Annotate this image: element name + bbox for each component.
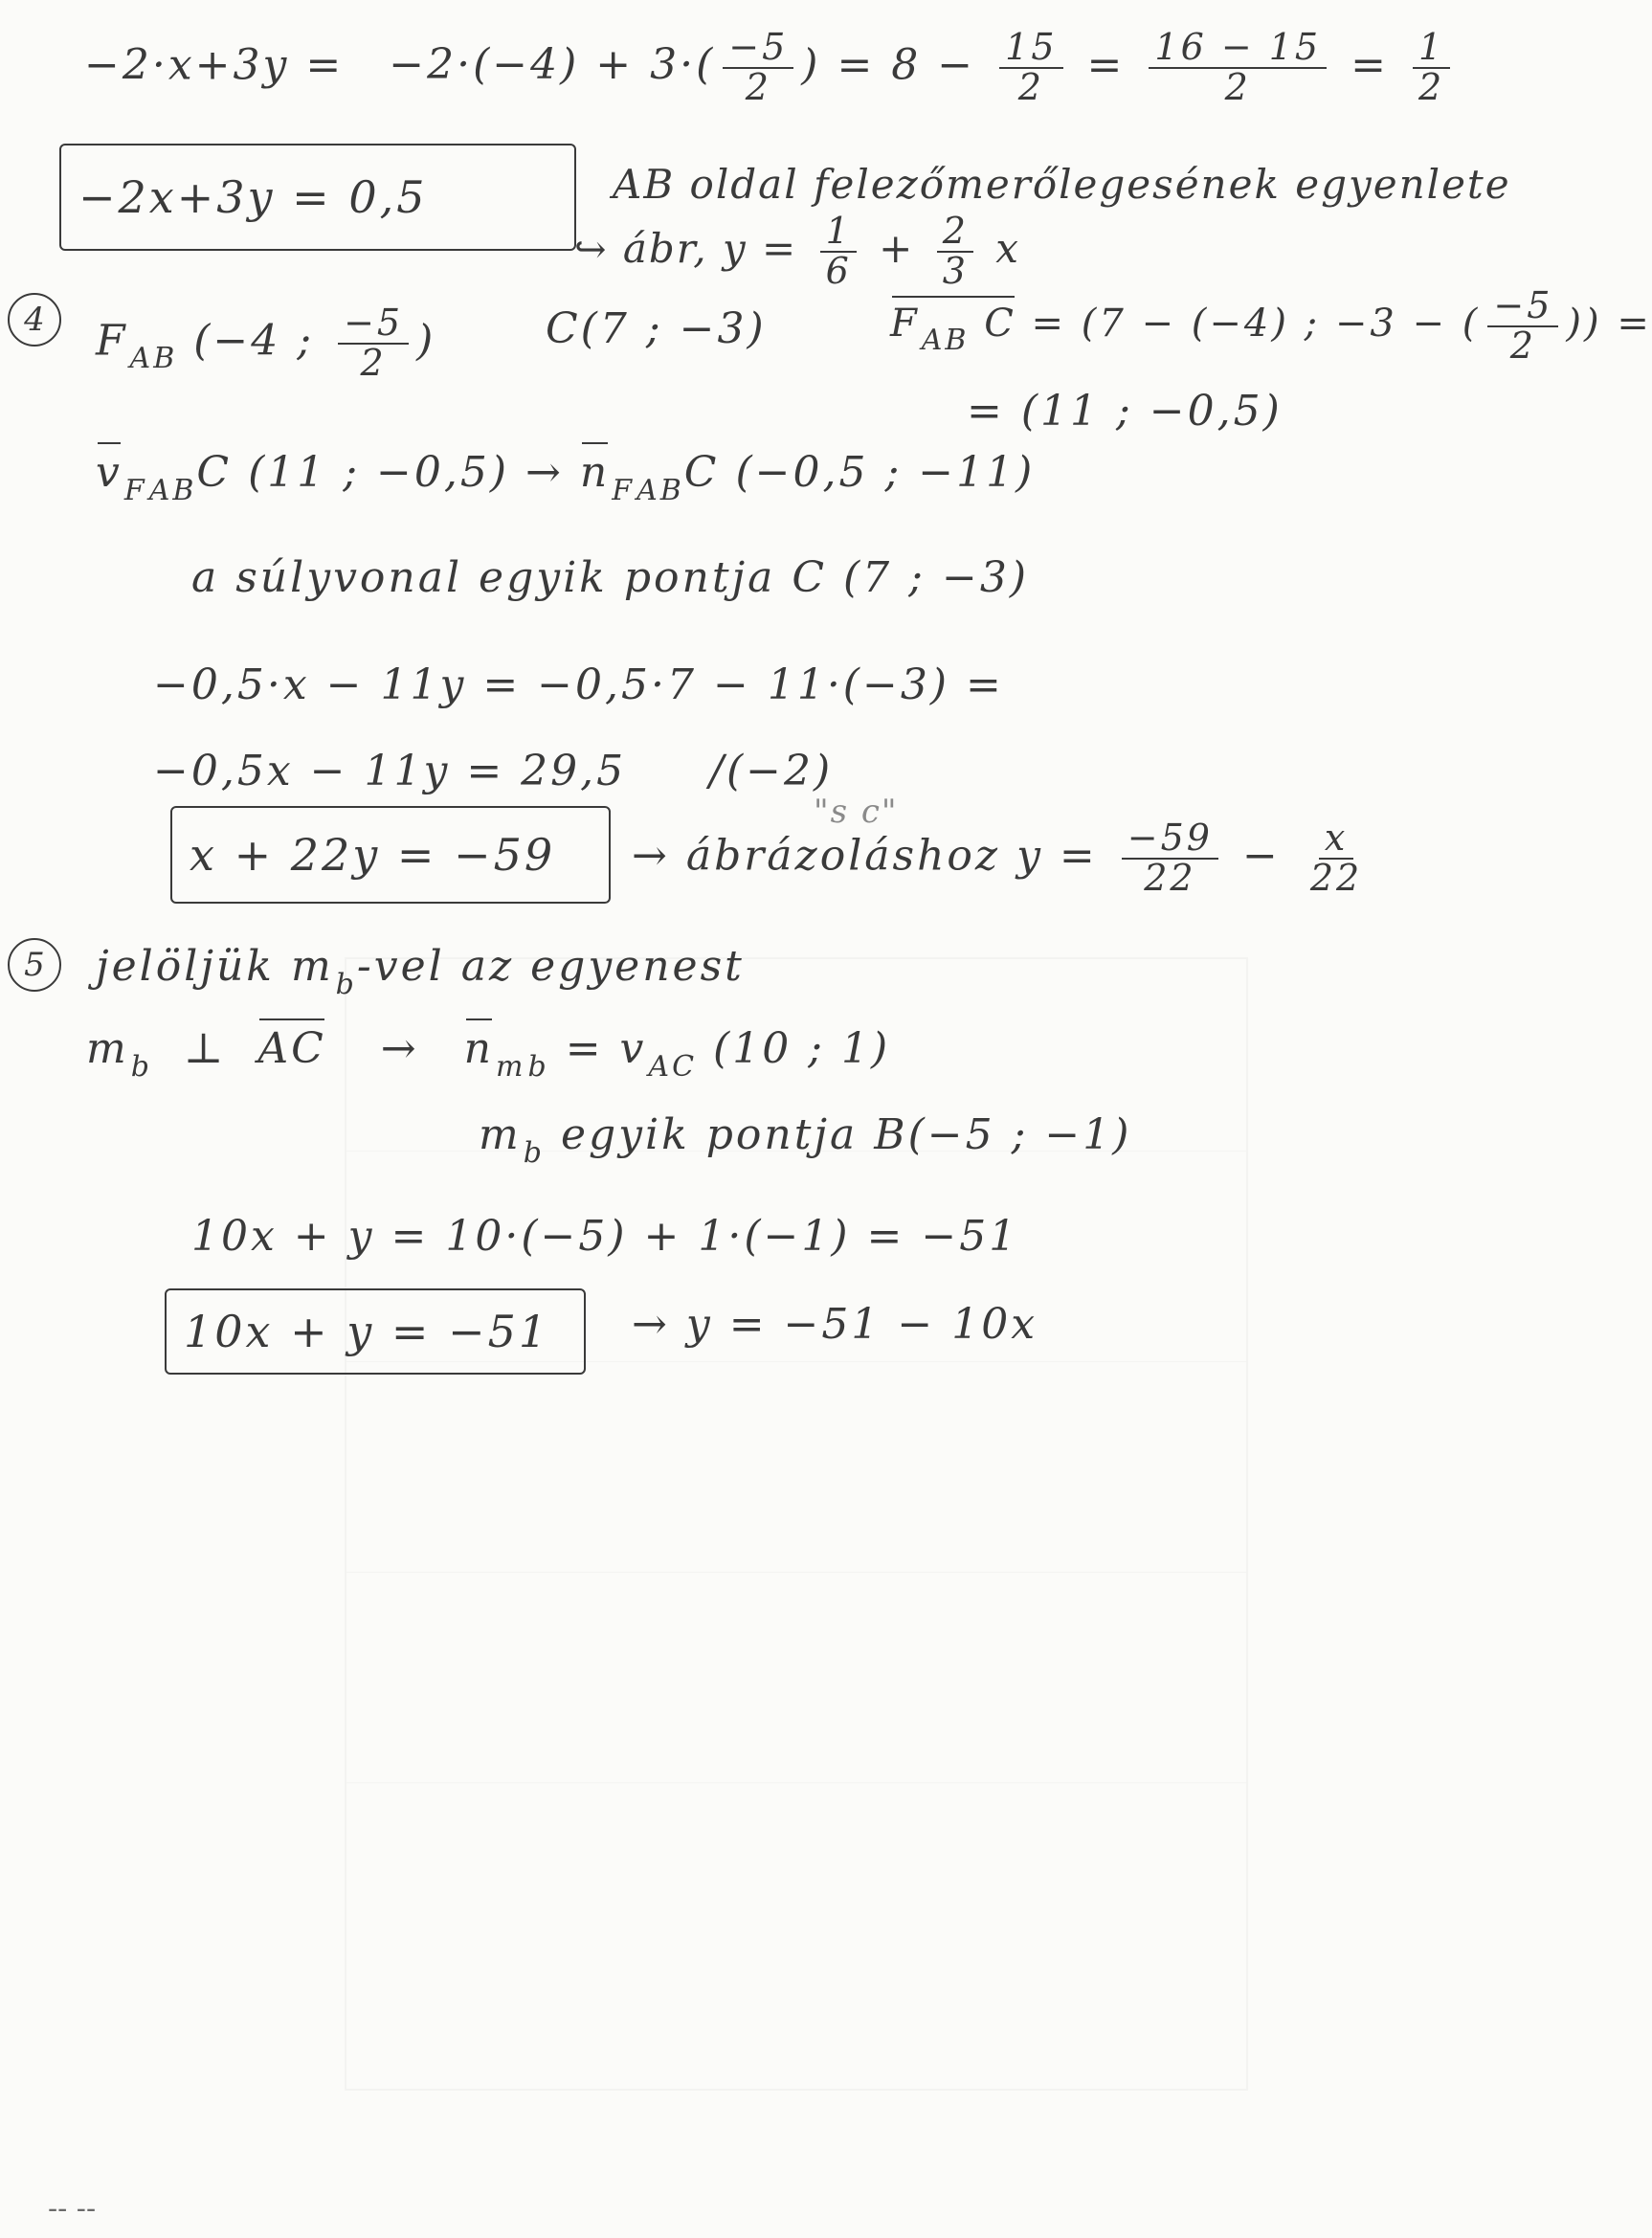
task4-eq1: −0,5·x − 11y = −0,5·7 − 11·(−3) = (153, 660, 1004, 709)
ac-vector: AC (257, 1024, 326, 1073)
task4-eq2: −0,5x − 11y = 29,5 /(−2) (153, 747, 834, 795)
box1-plot-x: x (995, 224, 1020, 272)
task-4-number: 4 (8, 293, 61, 347)
task4-point-note: a súlyvonal egyik pontja C (7 ; −3) (191, 553, 1029, 602)
task4-c-point: C(7 ; −3) (546, 304, 767, 353)
box1-plot (574, 210, 1020, 292)
box1-note: AB oldal felezőmerőlegesének egyenlete (613, 161, 1511, 208)
n-vector-symbol: n (579, 448, 611, 497)
task5-point-note: $m_b$ egyik pontja B(−5 ; −1) (479, 1110, 1132, 1170)
task-5-number: 5 (8, 938, 61, 992)
result-box-1 (59, 144, 576, 251)
task5-eq1: 10x + y = 10·(−5) + 1·(−1) = −51 (191, 1212, 1019, 1261)
task4-vector-expr: $F_{AB}$ C = (7 − (−4) ; −3 − ( $\frac{-5}{2}$ )) = (890, 284, 1652, 367)
task5-plot: → y = −51 − 10x (632, 1300, 1038, 1349)
box1-plot-frac2: $\frac{2}{3}$ (937, 213, 973, 291)
row1-eq1: = (1086, 40, 1126, 90)
result-box-2-text: x + 22y = −59 (190, 829, 556, 881)
task4-fab-point: $F_{AB}$ (−4 ; $\frac{-5}{2}$ ) (96, 302, 436, 384)
box1-plot-frac1: $\frac{1}{6}$ (820, 213, 857, 291)
box1-plot-prefix: ábr, y = (622, 224, 798, 272)
task4-plot-frac2: $\frac{x}{22}$ (1309, 817, 1363, 899)
row1-after1: ) = 8 − (801, 40, 976, 90)
task4-plot: → ábrázoláshoz y = $\frac{-59}{22}$ − $\frac{x}{22}$ (632, 819, 1375, 898)
row1-equation (84, 26, 1458, 108)
row1-frac3: $\frac{16 - 15}{2}$ (1149, 29, 1327, 107)
corner-mark: ‑‑ ‑‑ (48, 2192, 97, 2226)
task5-perp: $m_b$ ⊥ AC → $n_{mb} = v_{AC}$ (10 ; 1) (86, 1024, 891, 1084)
result-box-2 (170, 806, 611, 904)
hook-arrow-icon: ↪ (574, 227, 609, 272)
v-vector-symbol: v (96, 448, 123, 497)
task4-sc-note: "s c" (814, 793, 899, 831)
result-box-3 (165, 1288, 586, 1375)
right-arrow-icon: → (380, 1024, 419, 1073)
row1-frac2: $\frac{15}{2}$ (999, 29, 1062, 107)
task4-fab-frac: $\frac{-5}{2}$ (338, 304, 409, 383)
task4-eq2-note: /(−2) (709, 747, 834, 795)
perpendicular-symbol: ⊥ (183, 1024, 227, 1073)
task4-plot-frac1: $\frac{-59}{22}$ (1122, 819, 1218, 898)
box1-plot-plus: + (879, 224, 915, 272)
row1-middle: −2·(−4) + 3·( (389, 40, 716, 90)
row1-left: −2·x+3y = (84, 40, 345, 90)
row1-frac4: $\frac{1}{2}$ (1413, 29, 1450, 107)
row1-frac1: $\frac{-5}{2}$ (723, 29, 793, 107)
task5-intro: jelöljük $m_b$-vel az egyenest (96, 942, 745, 1001)
result-box-1-text: −2x+3y = 0,5 (78, 171, 428, 223)
task4-vec-frac: $\frac{-5}{2}$ (1487, 287, 1558, 366)
task4-vector-result: = (11 ; −0,5) (967, 387, 1283, 436)
n-mb-vector: n (463, 1024, 495, 1073)
task4-v-to-n: $v_{FAB}C$ (11 ; $-0,5) \to n_{FAB}C$ (−0,5 ; −11) (96, 448, 1036, 507)
result-box-3-text: 10x + y = −51 (184, 1306, 550, 1357)
row1-eq2: = (1351, 40, 1389, 90)
